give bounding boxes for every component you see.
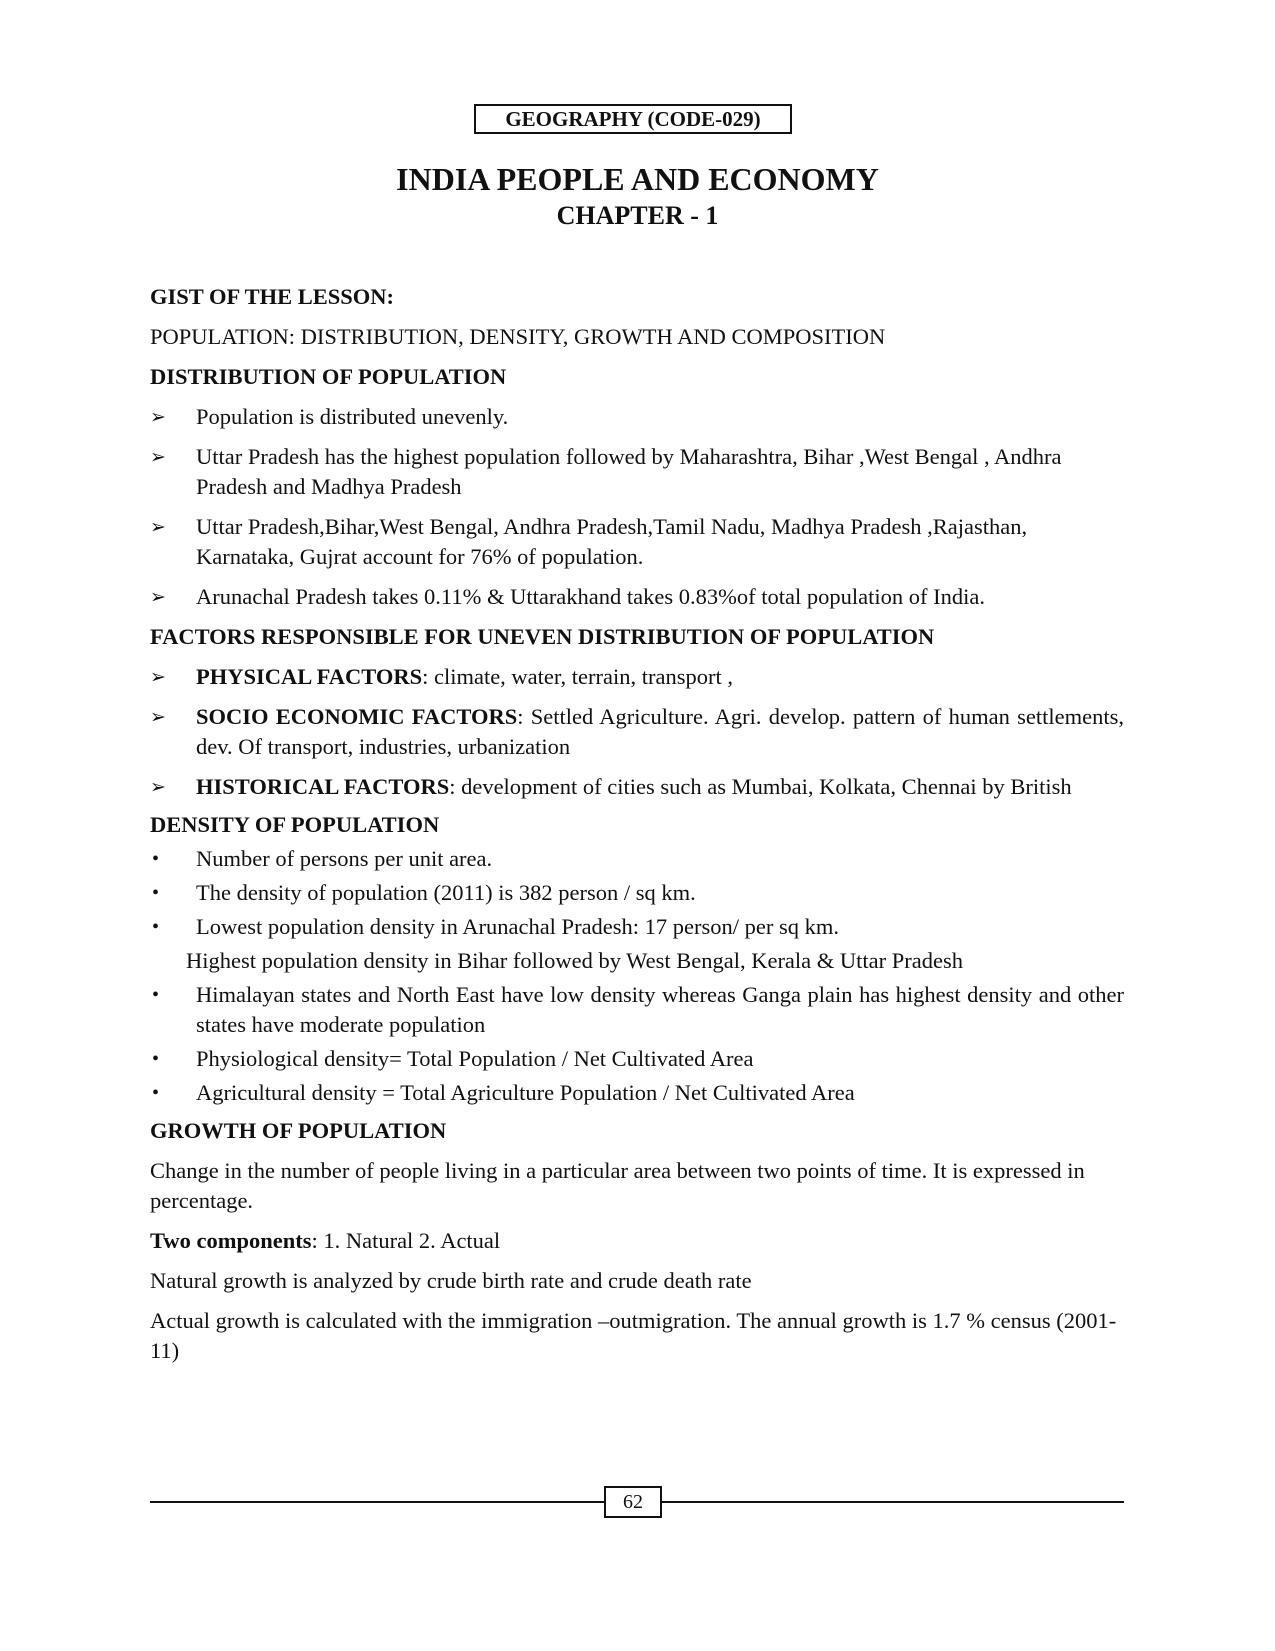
footer-rule-left [150,1501,606,1503]
list-item [150,772,1124,802]
list-item [150,844,1124,874]
subject-code-box: GEOGRAPHY (CODE-029) [474,104,792,134]
factor-term: SOCIO ECONOMIC FACTORS [196,704,518,729]
growth-components [150,1226,1124,1256]
page-number: 62 [604,1486,662,1518]
bullet-icon: • [152,1082,160,1104]
arrow-bullet-icon: ➢ [150,516,166,538]
list-item [150,512,1124,572]
factor-term: PHYSICAL FACTORS [196,664,423,689]
list-item [150,582,1124,612]
list-item-text: Population is distributed unevenly. [196,404,509,429]
list-item-text: Himalayan states and North East have low density whereas Ganga plain has highest density and other states have moderate population [196,982,1124,1037]
arrow-bullet-icon: ➢ [150,586,166,608]
growth-definition: Change in the number of people living in a particular area between two points of time. It is expressed in percentage. [150,1158,1085,1213]
arrow-bullet-icon: ➢ [150,666,166,688]
bullet-icon: • [152,916,160,938]
list-item-text: Lowest population density in Arunachal Pradesh: 17 person/ per sq km. [196,914,840,939]
factor-text: : development of cities such as Mumbai, Kolkata, Chennai by British [449,774,1072,799]
list-item-text: Uttar Pradesh,Bihar,West Bengal, Andhra Pradesh,Tamil Nadu, Madhya Pradesh ,Rajasthan, Karnataka, Gujrat account for 76% of population. [196,514,1028,569]
list-item-text: Number of persons per unit area. [196,846,493,871]
natural-growth-text: Natural growth is analyzed by crude birth rate and crude death rate [150,1268,752,1293]
bullet-icon: • [152,848,160,870]
list-item [150,702,1124,762]
bullet-icon: • [152,984,160,1006]
arrow-bullet-icon: ➢ [150,446,166,468]
list-item [150,662,1124,692]
list-item [150,1044,1124,1074]
arrow-bullet-icon: ➢ [150,776,166,798]
factors-heading: FACTORS RESPONSIBLE FOR UNEVEN DISTRIBUTION OF POPULATION [150,624,935,649]
factor-text: : climate, water, terrain, transport , [422,664,733,689]
bullet-icon: • [152,882,160,904]
distribution-heading: DISTRIBUTION OF POPULATION [150,364,507,389]
gist-topic: POPULATION: DISTRIBUTION, DENSITY, GROWTH AND COMPOSITION [150,324,886,349]
list-item-text: The density of population (2011) is 382 person / sq km. [196,880,696,905]
list-item [150,912,1124,942]
list-item-text: Physiological density= Total Population / Net Cultivated Area [196,1046,754,1071]
list-item [150,402,1124,432]
list-item-text: Uttar Pradesh has the highest population followed by Maharashtra, Bihar ,West Bengal , Andhra Pradesh and Madhya Pradesh [196,444,1062,499]
list-item [150,878,1124,908]
continuation-text: Highest population density in Bihar followed by West Bengal, Kerala & Uttar Pradesh [186,948,963,973]
growth-heading: GROWTH OF POPULATION [150,1118,447,1143]
list-item [150,1078,1124,1108]
list-item-text: Arunachal Pradesh takes 0.11% & Uttarakhand takes 0.83%of total population of India. [196,584,985,609]
footer-rule-right [660,1501,1124,1503]
chapter-heading: CHAPTER - 1 [556,201,719,230]
actual-growth-text: Actual growth is calculated with the immigration –outmigration. The annual growth is 1.7 % census (2001-11) [150,1308,1117,1363]
components-term: Two components [150,1228,312,1253]
list-item-text: Agricultural density = Total Agriculture Population / Net Cultivated Area [196,1080,855,1105]
arrow-bullet-icon: ➢ [150,406,166,428]
components-text: : 1. Natural 2. Actual [311,1228,501,1253]
page-title: INDIA PEOPLE AND ECONOMY [396,161,879,197]
bullet-icon: • [152,1048,160,1070]
factor-term: HISTORICAL FACTORS [196,774,450,799]
list-item [150,980,1124,1040]
factor-text: : Settled Agriculture. Agri. develop. pattern of human settlements, dev. Of transport, industries, urbanization [196,704,1124,759]
arrow-bullet-icon: ➢ [150,706,166,728]
gist-heading: GIST OF THE LESSON: [150,284,395,309]
list-item [150,442,1124,502]
main-content [150,282,1124,1366]
density-heading: DENSITY OF POPULATION [150,812,440,837]
